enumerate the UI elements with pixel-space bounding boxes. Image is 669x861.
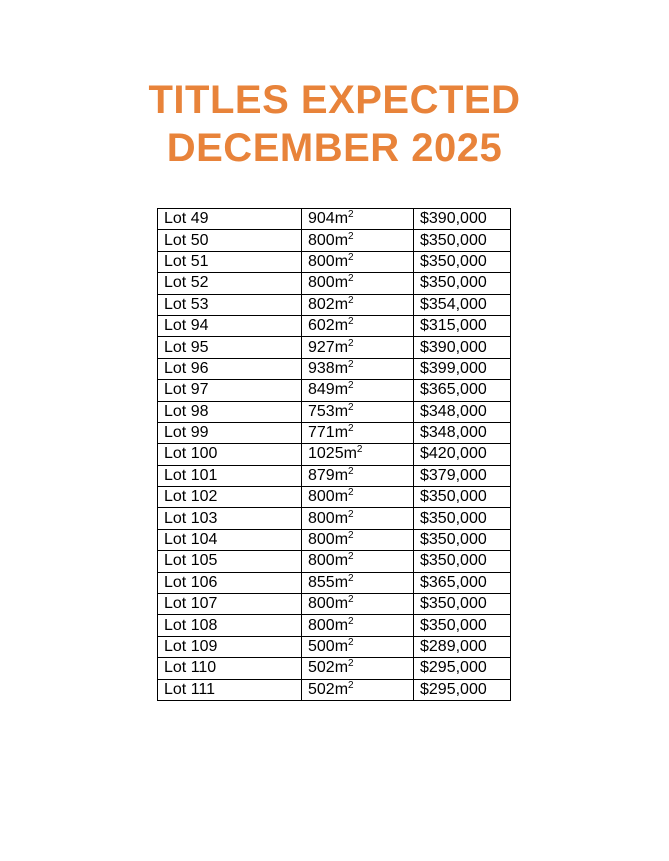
lot-area-cell [302, 636, 414, 657]
area-unit-exponent: 2 [348, 337, 354, 349]
area-unit-exponent: 2 [348, 251, 354, 263]
area-unit: m [334, 231, 349, 249]
area-unit-exponent: 2 [348, 637, 354, 648]
lot-price-cell: $365,000 [414, 572, 511, 593]
lot-number-cell: Lot 51 [158, 251, 302, 272]
area-unit-exponent: 2 [348, 572, 354, 584]
lot-number-cell: Lot 108 [158, 615, 302, 636]
lot-area-cell [302, 209, 414, 230]
lot-area-cell [302, 529, 414, 550]
lot-area-cell [302, 679, 414, 700]
area-unit: m [334, 638, 349, 655]
lot-area-cell [302, 465, 414, 486]
lot-price-cell: $350,000 [414, 615, 511, 636]
lot-number-cell: Lot 105 [158, 551, 302, 572]
lot-area-cell [302, 358, 414, 379]
table-row [158, 444, 511, 465]
lot-price-cell: $354,000 [414, 294, 511, 315]
lot-number-cell: Lot 109 [158, 636, 302, 657]
lot-price-cell: $350,000 [414, 251, 511, 272]
lot-price-cell: $350,000 [414, 594, 511, 615]
lot-area-cell [302, 594, 414, 615]
area-value: 802 [308, 295, 335, 313]
area-value: 927 [308, 338, 335, 356]
lot-price-cell: $390,000 [414, 209, 511, 230]
lot-price-cell: $350,000 [414, 230, 511, 251]
area-unit-exponent: 2 [348, 380, 354, 392]
area-unit-exponent: 2 [348, 294, 354, 306]
area-unit-exponent: 2 [348, 615, 354, 627]
area-unit-exponent: 2 [348, 273, 354, 285]
table-row [158, 572, 511, 593]
lot-price-cell: $289,000 [414, 636, 511, 657]
area-value: 771 [308, 424, 335, 442]
area-unit: m [334, 509, 349, 527]
area-value: 800 [308, 616, 335, 634]
lot-price-cell: $379,000 [414, 465, 511, 486]
lot-area-cell [302, 230, 414, 251]
lot-price-cell: $350,000 [414, 508, 511, 529]
area-value: 602 [308, 317, 335, 335]
area-unit: m [334, 359, 349, 377]
page-title [0, 76, 669, 172]
area-unit-exponent: 2 [348, 530, 354, 542]
lot-price-cell: $399,000 [414, 358, 511, 379]
lot-number-cell: Lot 94 [158, 315, 302, 336]
lot-area-cell [302, 401, 414, 422]
lot-price-cell: $348,000 [414, 422, 511, 443]
lot-area-cell [302, 615, 414, 636]
area-value: 800 [308, 509, 335, 527]
lot-area-cell [302, 487, 414, 508]
area-unit-exponent: 2 [348, 465, 354, 477]
area-unit: m [334, 402, 349, 420]
lot-price-cell: $350,000 [414, 487, 511, 508]
area-unit: m [334, 573, 349, 591]
title-line-2: DECEMBER 2025 [166, 126, 503, 170]
lot-area-cell [302, 422, 414, 443]
lot-number-cell: Lot 53 [158, 294, 302, 315]
lot-number-cell: Lot 50 [158, 230, 302, 251]
area-unit-exponent: 2 [348, 594, 354, 606]
area-unit-exponent: 2 [356, 444, 363, 456]
area-unit-exponent: 2 [348, 230, 354, 242]
lot-price-cell: $315,000 [414, 315, 511, 336]
lot-number-cell: Lot 98 [158, 401, 302, 422]
table-row [158, 294, 511, 315]
lot-area-cell [302, 380, 414, 401]
lot-price-cell: $348,000 [414, 401, 511, 422]
table-row [158, 594, 511, 615]
lot-area-cell [302, 551, 414, 572]
lot-number-cell: Lot 101 [158, 465, 302, 486]
lot-area-cell [302, 273, 414, 294]
area-unit: m [334, 338, 349, 356]
lot-number-cell: Lot 107 [158, 594, 302, 615]
lot-area-cell [302, 315, 414, 336]
table-row [158, 251, 511, 272]
lot-number-cell: Lot 99 [158, 422, 302, 443]
lot-number-cell: Lot 52 [158, 273, 302, 294]
lot-price-cell: $420,000 [414, 444, 511, 465]
area-unit: m [334, 252, 349, 270]
lot-area-cell [302, 658, 414, 679]
lot-price-cell: $390,000 [414, 337, 511, 358]
lot-price-cell: $365,000 [414, 380, 511, 401]
lot-number-cell: Lot 103 [158, 508, 302, 529]
area-unit-exponent: 2 [348, 487, 354, 499]
table-row [158, 422, 511, 443]
area-unit-exponent: 2 [348, 316, 354, 328]
area-value: 800 [308, 231, 335, 249]
lot-number-cell: Lot 49 [158, 209, 302, 230]
area-unit: m [334, 595, 349, 613]
area-value: 502 [308, 659, 335, 677]
lot-area-cell [302, 508, 414, 529]
area-value: 800 [308, 552, 335, 570]
table-row [158, 508, 511, 529]
lot-price-cell: $295,000 [414, 679, 511, 700]
table-row [158, 401, 511, 422]
area-unit: m [334, 424, 349, 442]
area-unit: m [334, 680, 349, 698]
area-unit: m [334, 488, 349, 506]
lot-area-cell [302, 444, 414, 465]
lot-area-cell [302, 572, 414, 593]
lot-table-body [158, 209, 511, 701]
area-value: 800 [308, 274, 335, 292]
area-unit-exponent: 2 [348, 358, 354, 370]
area-value: 800 [308, 252, 335, 270]
area-unit: m [334, 317, 349, 335]
table-row [158, 551, 511, 572]
lot-number-cell: Lot 110 [158, 658, 302, 679]
area-value: 800 [308, 595, 335, 613]
lot-price-cell: $350,000 [414, 529, 511, 550]
area-unit: m [334, 531, 349, 549]
table-row [158, 615, 511, 636]
lot-number-cell: Lot 102 [158, 487, 302, 508]
area-value: 1025 [308, 445, 344, 463]
area-unit-exponent: 2 [348, 209, 354, 221]
area-value: 800 [308, 488, 335, 506]
area-value: 500 [308, 638, 335, 655]
area-value: 879 [308, 466, 335, 484]
area-unit-exponent: 2 [348, 508, 354, 520]
area-unit-exponent: 2 [348, 401, 354, 413]
lot-price-cell: $350,000 [414, 551, 511, 572]
area-value: 753 [308, 402, 335, 420]
table-row [158, 273, 511, 294]
area-unit: m [334, 552, 349, 570]
table-row [158, 209, 511, 230]
area-value: 938 [308, 359, 335, 377]
area-value: 849 [308, 381, 335, 399]
table-row [158, 679, 511, 700]
area-unit: m [334, 466, 349, 484]
lot-price-table [157, 208, 511, 701]
table-row [158, 380, 511, 401]
lot-number-cell: Lot 97 [158, 380, 302, 401]
table-row [158, 658, 511, 679]
lot-number-cell: Lot 95 [158, 337, 302, 358]
table-row [158, 358, 511, 379]
area-unit: m [334, 295, 349, 313]
table-row [158, 487, 511, 508]
area-unit: m [334, 616, 349, 634]
lot-price-cell: $295,000 [414, 658, 511, 679]
table-row [158, 529, 511, 550]
area-value: 855 [308, 573, 335, 591]
table-row [158, 636, 511, 657]
table-row [158, 315, 511, 336]
title-line-1: TITLES EXPECTED [148, 78, 521, 122]
area-unit: m [343, 445, 357, 463]
lot-area-cell [302, 294, 414, 315]
area-value: 502 [308, 680, 335, 698]
area-value: 904 [308, 210, 335, 228]
table-row [158, 230, 511, 251]
area-unit-exponent: 2 [348, 679, 354, 691]
area-unit-exponent: 2 [348, 423, 354, 435]
lot-number-cell: Lot 104 [158, 529, 302, 550]
lot-price-cell: $350,000 [414, 273, 511, 294]
lot-number-cell: Lot 111 [158, 679, 302, 700]
area-unit: m [334, 659, 349, 677]
area-unit: m [334, 210, 349, 228]
lot-area-cell [302, 251, 414, 272]
area-unit: m [334, 274, 349, 292]
table-row [158, 465, 511, 486]
area-unit-exponent: 2 [348, 551, 354, 563]
lot-area-cell [302, 337, 414, 358]
table-row [158, 337, 511, 358]
area-value: 800 [308, 531, 335, 549]
area-unit-exponent: 2 [348, 658, 354, 670]
lot-number-cell: Lot 100 [158, 444, 302, 465]
lot-number-cell: Lot 96 [158, 358, 302, 379]
area-unit: m [334, 381, 349, 399]
lot-number-cell: Lot 106 [158, 572, 302, 593]
